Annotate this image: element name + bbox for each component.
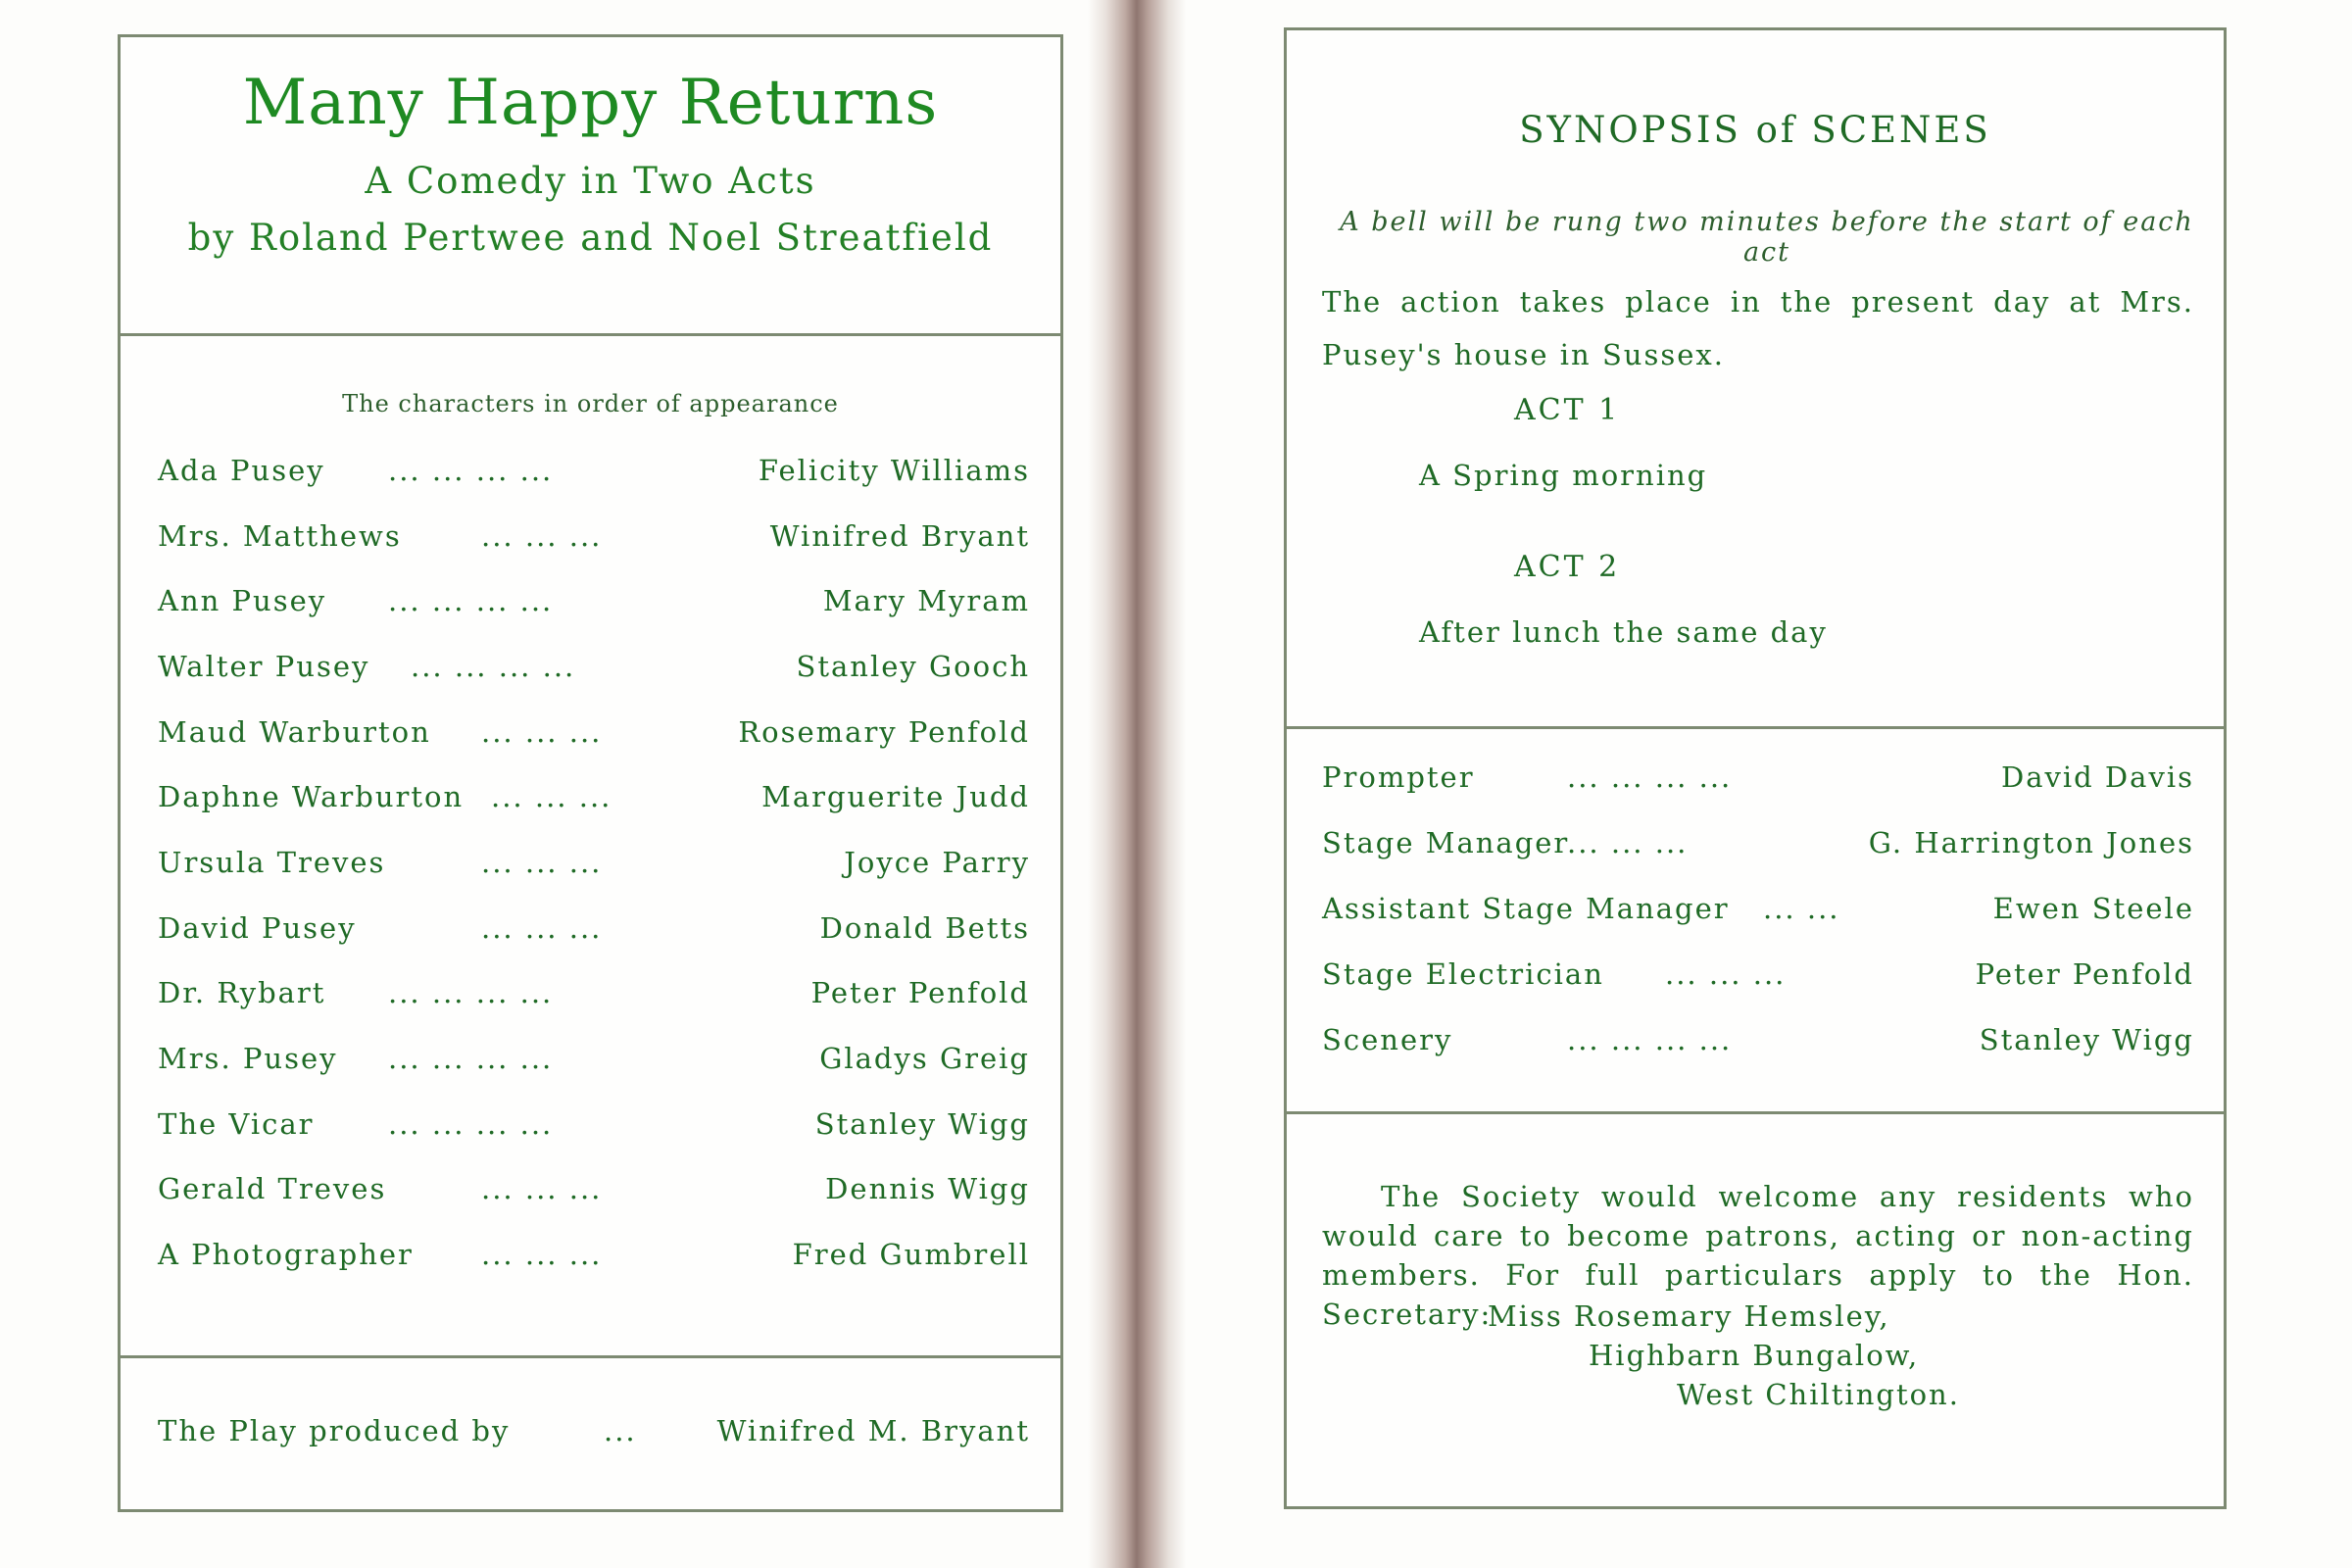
character-name: The Vicar <box>158 1107 315 1141</box>
crew-row <box>1322 957 2194 997</box>
cast-row <box>158 976 1030 1015</box>
cast-row <box>158 454 1030 493</box>
cast-row <box>158 1042 1030 1081</box>
leader-dots: ... ... ... ... <box>411 650 576 683</box>
leader-dots: ... ... ... <box>481 715 603 749</box>
action-description: The action takes place in the present day at Mrs. Pusey's house in Sussex. <box>1322 285 2194 371</box>
crew-name: David Davis <box>2000 760 2194 794</box>
character-name: A Photographer <box>158 1238 414 1271</box>
leader-dots: ... ... ... <box>1665 957 1787 991</box>
cast-row <box>158 519 1030 559</box>
synopsis-title: SYNOPSIS of SCENES <box>1519 109 1991 151</box>
producer-divider <box>121 1355 1060 1358</box>
leader-dots: ... ... <box>1763 892 1840 925</box>
character-name: Dr. Rybart <box>158 976 326 1009</box>
book-gutter <box>1088 0 1186 1568</box>
actor-name: Mary Myram <box>822 584 1030 617</box>
leader-dots: ... ... ... ... <box>388 1107 554 1141</box>
leader-dots: ... ... ... <box>481 1172 603 1205</box>
address-line: Highbarn Bungalow, <box>1589 1339 1920 1372</box>
producer-name: Winifred M. Bryant <box>716 1414 1030 1447</box>
character-name: Mrs. Pusey <box>158 1042 338 1075</box>
crew-row <box>1322 826 2194 865</box>
leader-dots: ... ... ... <box>491 780 612 813</box>
cast-row <box>158 911 1030 951</box>
character-name: Ann Pusey <box>158 584 327 617</box>
character-name: Walter Pusey <box>158 650 370 683</box>
cast-row <box>158 1238 1030 1277</box>
actor-name: Rosemary Penfold <box>738 715 1030 749</box>
actor-name: Felicity Williams <box>758 454 1030 487</box>
producer-label: The Play produced by <box>158 1414 511 1447</box>
cast-row <box>158 650 1030 689</box>
actor-name: Dennis Wigg <box>825 1172 1030 1205</box>
crew-role: Prompter <box>1322 760 1475 794</box>
play-authors: by Roland Pertwee and Noel Streatfield <box>187 217 994 259</box>
act-1-label: ACT 1 <box>1514 393 1621 427</box>
leader-dots: ... ... ... <box>1567 826 1689 859</box>
character-name: David Pusey <box>158 911 357 945</box>
bell-note: A bell will be rung two minutes before the start of each act <box>1340 207 2194 268</box>
cast-heading: The characters in order of appearance <box>342 390 839 417</box>
actor-name: Gladys Greig <box>819 1042 1030 1075</box>
crew-divider-top <box>1287 726 2224 729</box>
cast-row <box>158 1172 1030 1211</box>
leader-dots: ... ... ... ... <box>388 584 554 617</box>
society-notice-text: The Society would welcome any residents who would care to become patrons, acting or non-acting members. For full particulars apply to the Hon. Secretary: <box>1322 1180 2194 1331</box>
leader-dots: ... ... ... ... <box>388 454 554 487</box>
address-line: Miss Rosemary Hemsley, <box>1488 1299 1890 1333</box>
character-name: Maud Warburton <box>158 715 431 749</box>
act-2-label: ACT 2 <box>1514 550 1621 584</box>
producer-row <box>158 1414 1030 1453</box>
character-name: Daphne Warburton <box>158 780 465 813</box>
act-2-description: After lunch the same day <box>1419 615 1828 649</box>
actor-name: Peter Penfold <box>810 976 1030 1009</box>
cast-row <box>158 1107 1030 1147</box>
cast-row <box>158 584 1030 623</box>
leader-dots: ... ... ... ... <box>1567 1023 1733 1056</box>
cast-row <box>158 780 1030 819</box>
actor-name: Winifred Bryant <box>769 519 1030 553</box>
play-title: Many Happy Returns <box>242 67 939 139</box>
actor-name: Donald Betts <box>819 911 1030 945</box>
crew-role: Assistant Stage Manager <box>1322 892 1730 925</box>
actor-name: Marguerite Judd <box>761 780 1030 813</box>
leader-dots: ... ... ... ... <box>1567 760 1733 794</box>
act-1-description: A Spring morning <box>1419 459 1708 492</box>
leader-dots: ... ... ... ... <box>388 976 554 1009</box>
leader-dots: ... ... ... <box>481 911 603 945</box>
cast-row <box>158 715 1030 755</box>
crew-role: Stage Manager <box>1322 826 1570 859</box>
left-page <box>118 34 1063 1512</box>
crew-row <box>1322 892 2194 931</box>
actor-name: Stanley Wigg <box>814 1107 1030 1141</box>
character-name: Ursula Treves <box>158 846 386 879</box>
title-block <box>121 37 1060 336</box>
crew-role: Scenery <box>1322 1023 1453 1056</box>
crew-row <box>1322 1023 2194 1062</box>
play-subtitle: A Comedy in Two Acts <box>365 160 816 202</box>
character-name: Mrs. Matthews <box>158 519 402 553</box>
actor-name: Stanley Gooch <box>796 650 1030 683</box>
character-name: Ada Pusey <box>158 454 325 487</box>
leader-dots: ... <box>604 1414 637 1447</box>
leader-dots: ... ... ... <box>481 519 603 553</box>
crew-name: Ewen Steele <box>1992 892 2194 925</box>
right-page <box>1284 27 2227 1509</box>
leader-dots: ... ... ... <box>481 1238 603 1271</box>
crew-row <box>1322 760 2194 800</box>
cast-row <box>158 846 1030 885</box>
crew-name: G. Harrington Jones <box>1868 826 2194 859</box>
leader-dots: ... ... ... <box>481 846 603 879</box>
crew-role: Stage Electrician <box>1322 957 1604 991</box>
actor-name: Joyce Parry <box>844 846 1030 879</box>
character-name: Gerald Treves <box>158 1172 387 1205</box>
crew-name: Peter Penfold <box>1975 957 2194 991</box>
leader-dots: ... ... ... ... <box>388 1042 554 1075</box>
address-line: West Chiltington. <box>1677 1378 1960 1411</box>
society-divider <box>1287 1111 2224 1114</box>
crew-name: Stanley Wigg <box>1979 1023 2194 1056</box>
actor-name: Fred Gumbrell <box>792 1238 1030 1271</box>
